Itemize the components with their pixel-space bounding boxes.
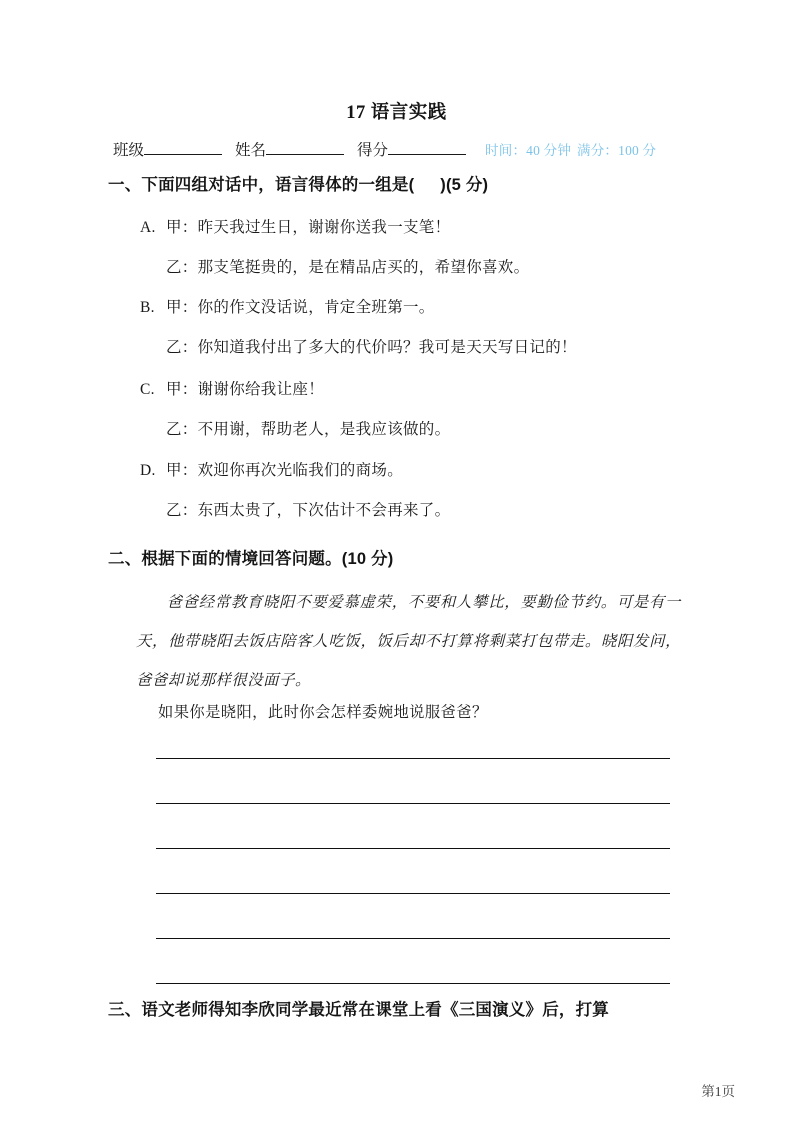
option-b-line-2: 乙：你知道我付出了多大的代价吗？我可是天天写日记的！ xyxy=(166,339,577,356)
option-c-letter: C. xyxy=(140,381,155,398)
score-blank[interactable] xyxy=(388,139,466,155)
option-d-speaker-b xyxy=(166,498,450,520)
answer-line[interactable] xyxy=(156,983,670,984)
class-blank[interactable] xyxy=(144,139,222,155)
page-title-text: 语言实践 xyxy=(370,101,447,122)
option-c-line-1: 甲：谢谢你给我让座！ xyxy=(166,381,325,398)
option-b-speaker-a xyxy=(140,295,435,317)
option-c-line-2: 乙：不用谢，帮助老人，是我应该做的。 xyxy=(166,421,451,438)
section-1-heading-prefix: 一、下面四组对话中，语言得体的一组是( xyxy=(108,176,415,194)
section-2-passage xyxy=(136,583,681,700)
name-label: 姓名 xyxy=(235,142,267,159)
section-2-question: 如果你是晓阳，此时你会怎样委婉地说服爸爸？ xyxy=(158,704,488,721)
page-title xyxy=(0,98,793,124)
class-label: 班级 xyxy=(113,142,145,159)
answer-line[interactable] xyxy=(156,803,670,804)
option-c-speaker-b xyxy=(166,417,450,439)
section-1-heading xyxy=(108,171,708,195)
option-a-letter: A. xyxy=(140,219,156,236)
option-d-speaker-a xyxy=(140,458,403,480)
answer-lines-group[interactable] xyxy=(156,758,670,984)
section-3-heading: 三、语文老师得知李欣同学最近常在课堂上看《三国演义》后，打算 xyxy=(108,1001,609,1019)
option-a-line-2: 乙：那支笔挺贵的，是在精品店买的，希望你喜欢。 xyxy=(166,259,530,276)
answer-line[interactable] xyxy=(156,848,670,849)
option-a-line-1: 甲：昨天我过生日，谢谢你送我一支笔！ xyxy=(166,219,451,236)
student-info-row xyxy=(113,138,683,162)
class-field xyxy=(113,138,235,160)
option-a-speaker-b xyxy=(166,255,529,277)
page-number-footer: 第1页 xyxy=(701,1084,735,1099)
option-d-letter: D. xyxy=(140,462,156,479)
option-b-speaker-b xyxy=(166,335,577,357)
option-b-line-1: 甲：你的作文没话说，肯定全班第一。 xyxy=(166,299,435,316)
answer-line[interactable] xyxy=(156,893,670,894)
answer-line[interactable] xyxy=(156,758,670,759)
score-field xyxy=(357,138,479,160)
section-1-heading-suffix: )(5 分) xyxy=(440,176,489,194)
page-title-number: 17 xyxy=(346,103,366,123)
exam-meta xyxy=(485,139,656,159)
option-d-line-2: 乙：东西太贵了，下次估计不会再来了。 xyxy=(166,502,451,519)
section-2-passage-text: 爸爸经常教育晓阳不要爱慕虚荣，不要和人攀比，要勤俭节约。可是有一天，他带晓阳去饭店陪客人吃饭，饭后却不打算将剩菜打包带走。晓阳发问，爸爸却说那样很没面子。 xyxy=(136,594,681,689)
score-label: 得分 xyxy=(357,142,389,159)
time-limit-label: 时间：40 分钟 xyxy=(485,143,572,158)
option-b-letter: B. xyxy=(140,299,155,316)
option-d-line-1: 甲：欢迎你再次光临我们的商场。 xyxy=(166,462,404,479)
name-field xyxy=(235,138,357,160)
name-blank[interactable] xyxy=(266,139,344,155)
section-2-heading: 二、根据下面的情境回答问题。(10 分) xyxy=(108,550,394,568)
option-c-speaker-a xyxy=(140,377,324,399)
option-a-speaker-a xyxy=(140,215,450,237)
total-score-label: 满分：100 分 xyxy=(577,143,657,158)
answer-line[interactable] xyxy=(156,938,670,939)
